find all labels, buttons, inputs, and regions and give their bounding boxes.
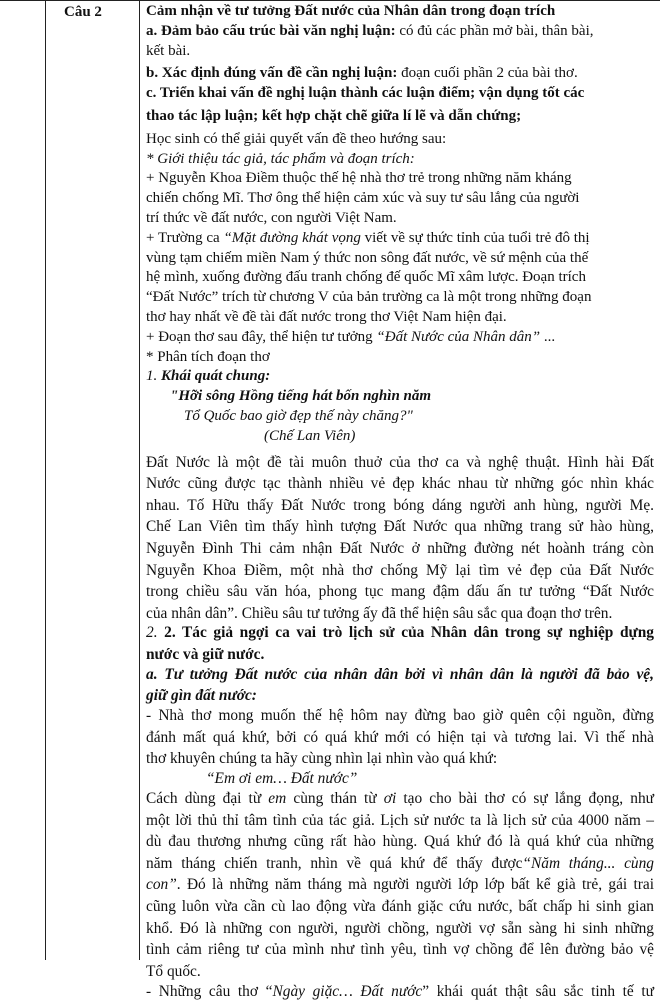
intro-line: Học sinh có thể giải quyết vấn đề theo hướng sau: (146, 130, 447, 147)
paragraph-line: trong chiều sâu văn hóa, phong tục mang đậm dấu ấn tư tưởng “Đất Nước (146, 583, 654, 601)
paragraph-line: đánh mất quá khứ, bởi có quá khứ mới có hiện tại và tương lai. Vì thế nhà (146, 728, 654, 746)
paragraph-line: năm tháng chiến tranh, nhìn về quá khứ để thấy được“Năm tháng... cùng (146, 854, 654, 872)
poem-line: Tổ Quốc bao giờ đẹp thế này chăng?" (184, 407, 413, 424)
work-line: “Đất Nước” trích từ chương V của bản trường ca là một trong những đoạn (146, 289, 592, 306)
table-border-column (139, 0, 140, 960)
paragraph-line: thơ khuyên chúng ta hãy cùng nhìn lại nhìn vào quá khứ: (146, 750, 498, 768)
paragraph-line: Nước cũng được tạc thành nhiều vẻ đẹp khác nhau từ những góc nhìn khác (146, 475, 654, 493)
paragraph-line: Đất Nước là một đề tài muôn thuở của thơ ca và nghệ thuật. Hình hài Đất (146, 453, 654, 471)
section2-heading-cont: nước và giữ nước. (146, 646, 265, 664)
author-line: chiến chống Mĩ. Thơ ông thể hiện cảm xúc và suy tư sâu lắng của người (146, 190, 580, 207)
criterion-c-cont: thao tác lập luận; kết hợp chặt chẽ giữa lí lẽ và dẫn chứng; (146, 107, 522, 124)
heading: Cảm nhận về tư tưởng Đất nước của Nhân dân trong đoạn trích (146, 3, 556, 19)
paragraph-line: Chế Lan Viên tìm thấy hình tượng Đất Nước qua những trang sử hào hùng, (146, 518, 654, 536)
answer-content (146, 2, 654, 1002)
section2a-heading-cont: giữ gìn đất nước: (146, 687, 257, 705)
table-border-top (0, 0, 660, 1)
paragraph-line: con”. Đó là những năm tháng mà người người lớp lớp bất kể già trẻ, gái trai (146, 876, 654, 894)
criterion-a: a. Đảm bảo cấu trúc bài văn nghị luận: có đủ các phần mở bài, thân bài, (146, 22, 594, 39)
section1-paragraph (146, 452, 654, 623)
table-border-left (45, 0, 46, 960)
author-line: + Nguyễn Khoa Điềm thuộc thế hệ nhà thơ trẻ trong những năm kháng (146, 170, 572, 187)
poem-line: "Hỡi sông Hồng tiếng hát bốn nghìn năm (170, 388, 432, 405)
paragraph-line: dù đau thương nhưng cũng rất hào hùng. Quá khứ đó là quá khứ của những (146, 833, 654, 851)
paragraph-line: khổ. Đó là những con người, người chồng, người vợ sẵn sàng hi sinh những (146, 919, 654, 937)
work-line: + Trường ca “Mặt đường khát vọng viết về sự thức tỉnh của tuổi trẻ đô thị (146, 229, 590, 246)
criterion-a-cont: kết bài. (146, 42, 191, 59)
question-label: Câu 2 (64, 4, 102, 20)
paragraph-line: một lời thủ thỉ tâm tình của tác giả. Lịch sử nước ta là lịch sử của 4000 năm – (146, 811, 654, 829)
paragraph-line: Nguyễn Đình Thi cảm nhận Đất Nước ở những đường nét hoành tráng còn (146, 539, 654, 557)
paragraph-line: - Nhà thơ mong muốn thế hệ hôm nay đừng bao giờ quên cội nguồn, đừng (146, 707, 654, 725)
paragraph-line: - Những câu thơ “Ngày giặc… Đất nước” khái quát thật sâu sắc tinh tế tư (146, 982, 655, 1000)
poem-author: (Chế Lan Viên) (264, 427, 356, 444)
paragraph-line: tình cảm riêng tư của mình như tình yêu, tình vợ chồng để lên đường bảo vệ (146, 941, 654, 959)
section1-heading: 1. Khái quát chung: (146, 368, 271, 385)
criterion-c: c. Triển khai vấn đề nghị luận thành các luận điểm; vận dụng tốt các (146, 85, 585, 102)
quote-line: “Em ơi em… Đất nước” (206, 770, 358, 788)
work-line: vùng tạm chiếm miền Nam ý thức non sông đất nước, về sứ mệnh của thế (146, 249, 589, 266)
work-line: thơ hay nhất về đề tài đất nước trong thơ Việt Nam hiện đại. (146, 308, 507, 325)
criterion-b: b. Xác định đúng vấn đề cần nghị luận: đoạn cuối phần 2 của bài thơ. (146, 65, 578, 82)
paragraph-line: nhau. Tố Hữu thấy Đất Nước trong bóng dáng người anh hùng, người Mẹ. (146, 496, 654, 514)
paragraph-line: Tổ quốc. (146, 962, 201, 980)
paragraph-line: Nguyễn Khoa Điềm, một nhà thơ chống Mỹ lại tìm vẻ đẹp của Đất Nước (146, 561, 654, 579)
author-line: trí thức về đất nước, con người Việt Nam. (146, 209, 397, 226)
excerpt-line: + Đoạn thơ sau đây, thể hiện tư tưởng “Đất Nước của Nhân dân” ... (146, 328, 556, 345)
section2a-heading: a. Tư tưởng Đất nước của nhân dân bởi vì nhân dân là người đã bảo vệ, (146, 665, 654, 683)
paragraph-line: cũng luôn vừa cần cù lao động vừa đánh giặc cứu nước, bất chấp hi sinh gian (146, 898, 654, 916)
section2-heading: 2. 2. Tác giả ngợi ca vai trò lịch sử của Nhân dân trong sự nghiệp dựng (146, 624, 655, 642)
paragraph-line: Cách dùng đại từ em cùng thán từ ơi tạo cho bài thơ có sự lắng đọng, như (146, 790, 654, 808)
author-intro-heading: * Giới thiệu tác giả, tác phẩm và đoạn trích: (146, 150, 415, 167)
paragraph-line: của nhân dân”. Chiều sâu tư tưởng ấy đã thể hiện sâu sắc qua đoạn thơ trên. (146, 604, 613, 622)
work-line: hệ mình, xuống đường đấu tranh chống đế quốc Mĩ xâm lược. Đoạn trích (146, 269, 586, 286)
section2 (146, 622, 654, 1002)
analysis-heading: * Phân tích đoạn thơ (146, 348, 270, 365)
